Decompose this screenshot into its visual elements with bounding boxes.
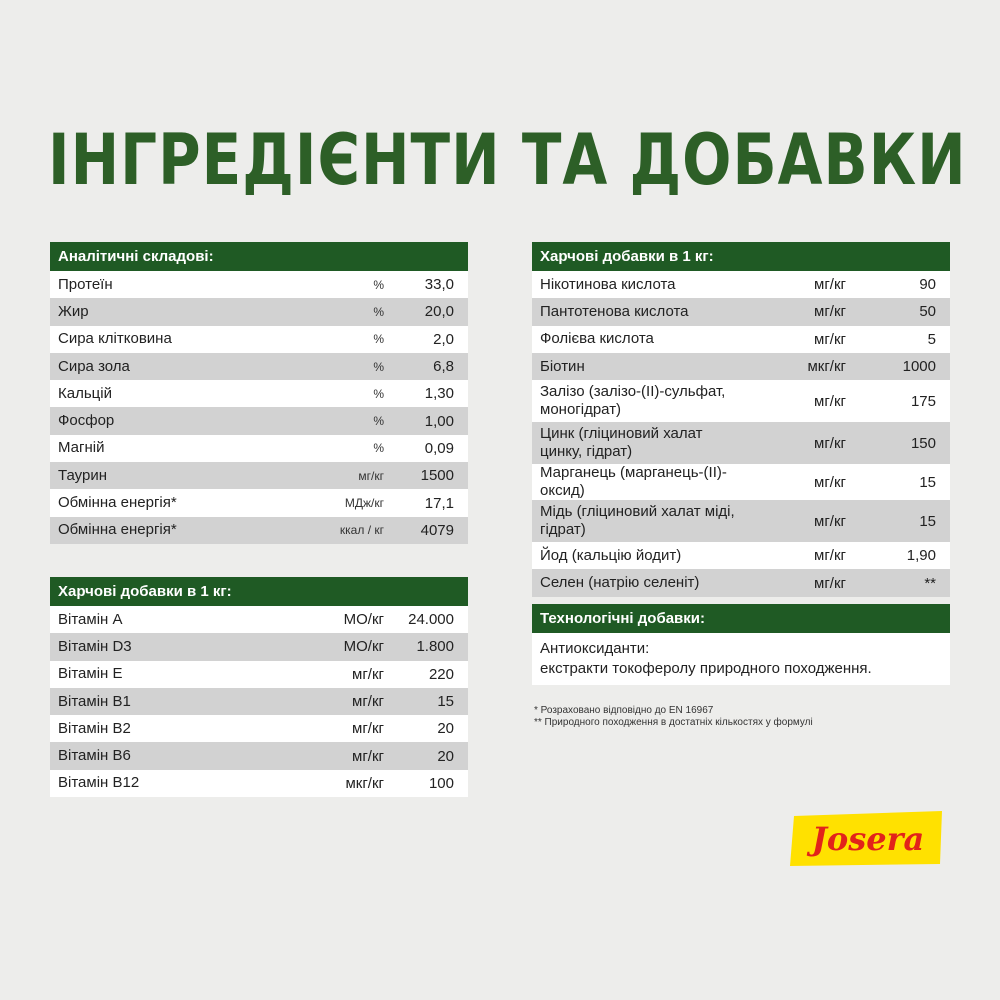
table-row xyxy=(532,422,950,464)
row-value: 1,00 xyxy=(424,412,454,430)
table-row xyxy=(50,661,468,688)
table-row xyxy=(532,271,950,298)
row-value: 20,0 xyxy=(424,303,454,321)
row-name: Вітамін D3 xyxy=(58,637,132,655)
row-unit: мкг/кг xyxy=(345,774,384,792)
row-name: Вітамін В1 xyxy=(58,692,131,710)
row-unit: мг/кг xyxy=(814,547,846,565)
row-name: Залізо (залізо-(II)-сульфат, моногідрат) xyxy=(540,383,726,419)
additives-table xyxy=(532,242,950,597)
table-row xyxy=(532,326,950,353)
footnote-2: ** Природного походження в достатніх кількостях у формулі xyxy=(534,717,813,728)
table-row xyxy=(532,542,950,569)
row-name: Вітамін В12 xyxy=(58,774,140,792)
table-row xyxy=(50,298,468,325)
row-value: 0,09 xyxy=(424,439,454,457)
row-unit: мг/кг xyxy=(814,276,846,294)
row-value: 1.800 xyxy=(416,638,454,656)
table-row xyxy=(532,353,950,380)
row-name: Протеїн xyxy=(58,275,113,293)
row-name: Обмінна енергія* xyxy=(58,521,177,539)
row-value: 20 xyxy=(437,720,454,738)
table-row xyxy=(50,435,468,462)
row-value: 175 xyxy=(910,392,936,410)
logo-text: Josera xyxy=(811,820,925,858)
table-row xyxy=(50,462,468,489)
row-name: Сира зола xyxy=(58,357,130,375)
tech-line-1: Антиоксиданти: xyxy=(540,640,650,657)
row-unit: % xyxy=(373,386,384,401)
row-value: 1000 xyxy=(902,358,936,376)
additives-table-header: Харчові добавки в 1 кг: xyxy=(532,242,950,271)
row-name: Нікотинова кислота xyxy=(540,275,676,293)
row-unit: % xyxy=(373,359,384,374)
row-name: Йод (кальцію йодит) xyxy=(540,546,682,564)
row-name: Вітамін В2 xyxy=(58,719,131,737)
table-row xyxy=(532,500,950,542)
row-value: 220 xyxy=(428,665,454,683)
row-unit: мг/кг xyxy=(814,574,846,592)
footnote-1: * Розраховано відповідно до EN 16967 xyxy=(534,705,714,716)
row-unit: мг/кг xyxy=(352,665,384,683)
row-name: Фосфор xyxy=(58,412,115,430)
row-name: Цинк (гліциновий халат цинку, гідрат) xyxy=(540,425,703,461)
vitamins-rows xyxy=(50,606,468,797)
row-unit: % xyxy=(373,277,384,292)
row-unit: мг/кг xyxy=(814,434,846,452)
row-name: Мідь (гліциновий халат міді, гідрат) xyxy=(540,503,735,539)
table-row xyxy=(532,298,950,325)
row-value: 33,0 xyxy=(424,276,454,294)
row-value: 24.000 xyxy=(408,611,454,629)
table-row xyxy=(50,606,468,633)
row-unit: мг/кг xyxy=(814,473,846,491)
row-value: 150 xyxy=(910,434,936,452)
row-name: Фолієва кислота xyxy=(540,330,654,348)
row-value: 50 xyxy=(919,303,936,321)
tech-line-2: екстракти токоферолу природного походження. xyxy=(540,660,872,677)
row-name: Обмінна енергія* xyxy=(58,494,177,512)
row-name: Вітамін Е xyxy=(58,665,123,683)
row-value: 1,90 xyxy=(906,547,936,565)
row-name: Пантотенова кислота xyxy=(540,302,689,320)
row-value: 15 xyxy=(437,693,454,711)
row-unit: мг/кг xyxy=(352,720,384,738)
table-row xyxy=(50,688,468,715)
tech-table-header: Технологічні добавки: xyxy=(532,604,950,633)
row-value: 5 xyxy=(927,330,936,348)
table-row xyxy=(50,326,468,353)
row-name: Вітамін А xyxy=(58,610,123,628)
table-row xyxy=(50,517,468,544)
row-unit: мг/кг xyxy=(352,693,384,711)
additives-rows xyxy=(532,271,950,597)
analytic-table-header: Аналітичні складові: xyxy=(50,242,468,271)
row-unit: мг/кг xyxy=(814,512,846,530)
vitamins-table xyxy=(50,577,468,797)
table-row xyxy=(532,569,950,596)
row-unit: % xyxy=(373,414,384,429)
row-unit: мг/кг xyxy=(814,330,846,348)
row-name: Вітамін В6 xyxy=(58,747,131,765)
table-row xyxy=(532,464,950,500)
tech-body xyxy=(532,633,950,685)
footnotes xyxy=(534,705,813,729)
row-value: 15 xyxy=(919,512,936,530)
row-name: Сира клітковина xyxy=(58,330,172,348)
row-name: Магній xyxy=(58,439,105,457)
table-row xyxy=(50,633,468,660)
table-row xyxy=(50,489,468,516)
row-name: Жир xyxy=(58,302,89,320)
row-value: 100 xyxy=(428,774,454,792)
row-value: 2,0 xyxy=(433,330,454,348)
row-unit: МО/кг xyxy=(343,611,384,629)
row-value: 6,8 xyxy=(433,358,454,376)
row-value: 20 xyxy=(437,747,454,765)
row-unit: % xyxy=(373,332,384,347)
analytic-rows xyxy=(50,271,468,544)
row-name: Марганець (марганець-(II)-оксид) xyxy=(540,464,727,500)
row-unit: МО/кг xyxy=(343,638,384,656)
row-unit: мг/кг xyxy=(358,468,384,483)
row-name: Кальцій xyxy=(58,384,112,402)
row-value: 1,30 xyxy=(424,385,454,403)
page-title: ІНГРЕДІЄНТИ ТА ДОБАВКИ xyxy=(48,118,967,201)
row-name: Селен (натрію селеніт) xyxy=(540,574,700,592)
row-value: 1500 xyxy=(420,467,454,485)
vitamins-table-header: Харчові добавки в 1 кг: xyxy=(50,577,468,606)
row-unit: мг/кг xyxy=(352,747,384,765)
row-value: ** xyxy=(924,574,936,592)
analytic-table xyxy=(50,242,468,544)
table-row xyxy=(50,770,468,797)
row-name: Таурин xyxy=(58,466,107,484)
table-row xyxy=(50,380,468,407)
josera-logo xyxy=(788,808,948,868)
row-value: 17,1 xyxy=(424,494,454,512)
row-value: 4079 xyxy=(420,521,454,539)
row-unit: МДж/кг xyxy=(344,496,384,511)
table-row xyxy=(50,742,468,769)
row-value: 90 xyxy=(919,276,936,294)
row-unit: мг/кг xyxy=(814,392,846,410)
table-row xyxy=(532,380,950,422)
row-unit: ккал / кг xyxy=(339,523,384,538)
row-unit: мкг/кг xyxy=(807,358,846,376)
table-row xyxy=(50,271,468,298)
row-unit: % xyxy=(373,441,384,456)
row-unit: мг/кг xyxy=(814,303,846,321)
tech-table xyxy=(532,604,950,685)
table-row xyxy=(50,353,468,380)
row-value: 15 xyxy=(919,473,936,491)
table-row xyxy=(50,715,468,742)
row-name: Біотин xyxy=(540,357,585,375)
table-row xyxy=(50,407,468,434)
row-unit: % xyxy=(373,304,384,319)
